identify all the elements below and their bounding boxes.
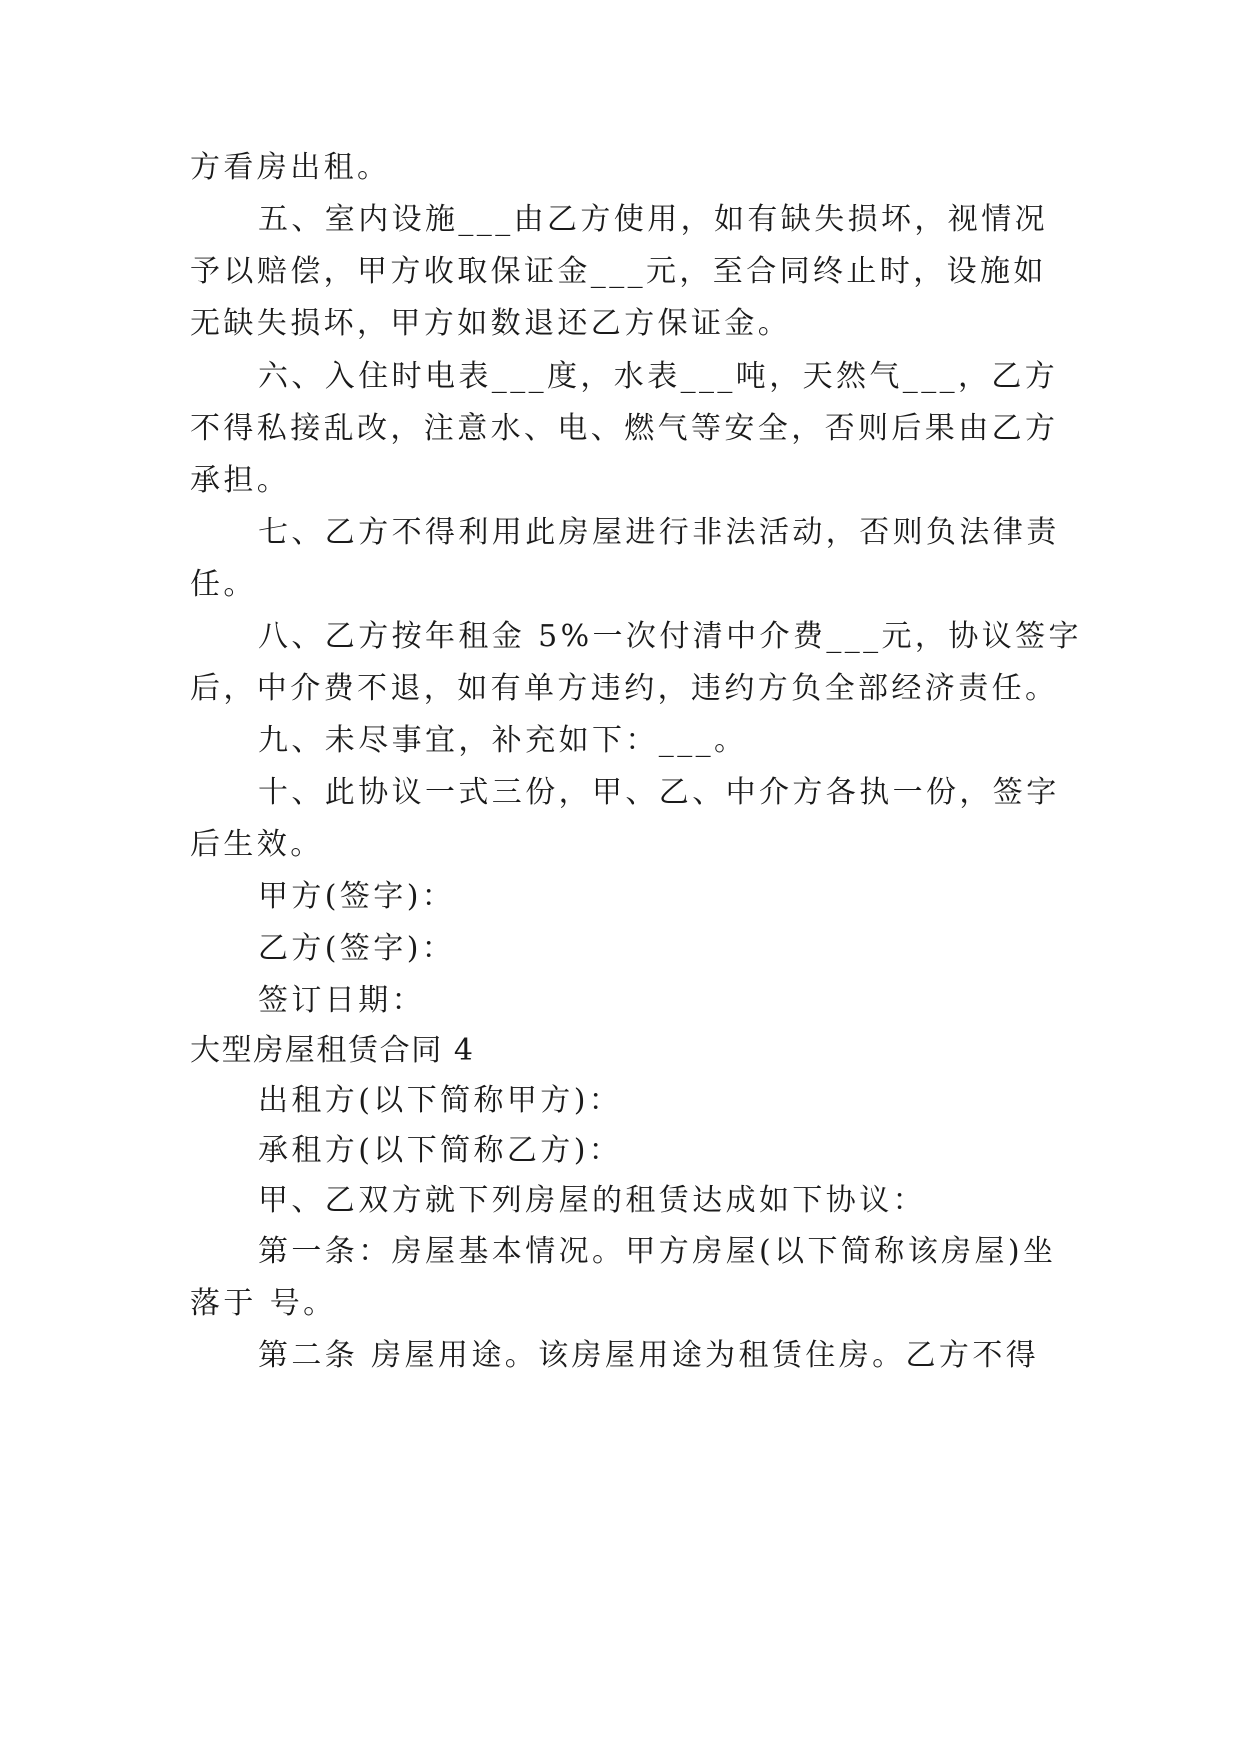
article-1-line: 第一条：房屋基本情况。甲方房屋(以下简称该房屋)坐 — [258, 1234, 1057, 1269]
clause-6-line: 六、入住时电表___度，水表___吨，天然气___，乙方 — [258, 359, 1059, 394]
article-2-line: 第二条 房屋用途。该房屋用途为租赁住房。乙方不得 — [258, 1338, 1040, 1373]
clause-6-line: 承担。 — [190, 463, 291, 498]
contract-heading: 大型房屋租赁合同 4 — [190, 1033, 475, 1068]
party-a-signature: 甲方(签字)： — [258, 879, 456, 914]
clause-5-line: 无缺失损坏，甲方如数退还乙方保证金。 — [190, 306, 792, 341]
clause-5-line: 予以赔偿，甲方收取保证金___元，至合同终止时，设施如 — [190, 254, 1047, 289]
lessor-line: 出租方(以下简称甲方)： — [258, 1083, 623, 1118]
agreement-intro: 甲、乙双方就下列房屋的租赁达成如下协议： — [258, 1183, 926, 1218]
clause-8-line: 八、乙方按年租金 5%一次付清中介费___元，协议签字 — [258, 619, 1082, 654]
article-1-line: 落于 号。 — [190, 1286, 337, 1321]
clause-10-line: 后生效。 — [190, 827, 324, 862]
clause-10-line: 十、此协议一式三份，甲、乙、中介方各执一份，签字 — [258, 775, 1060, 810]
lessee-line: 承租方(以下简称乙方)： — [258, 1133, 623, 1168]
party-b-signature: 乙方(签字)： — [258, 931, 456, 966]
clause-5-line: 五、室内设施___由乙方使用，如有缺失损坏，视情况 — [258, 202, 1048, 237]
clause-6-line: 不得私接乱改，注意水、电、燃气等安全，否则后果由乙方 — [190, 411, 1059, 446]
paragraph-line: 方看房出租。 — [190, 150, 391, 185]
clause-7-line: 七、乙方不得利用此房屋进行非法活动，否则负法律责 — [258, 515, 1060, 550]
signing-date: 签订日期： — [258, 983, 425, 1018]
clause-7-line: 任。 — [190, 567, 257, 602]
clause-8-line: 后，中介费不退，如有单方违约，违约方负全部经济责任。 — [190, 671, 1059, 706]
clause-9-line: 九、未尽事宜，补充如下：___。 — [258, 723, 748, 758]
